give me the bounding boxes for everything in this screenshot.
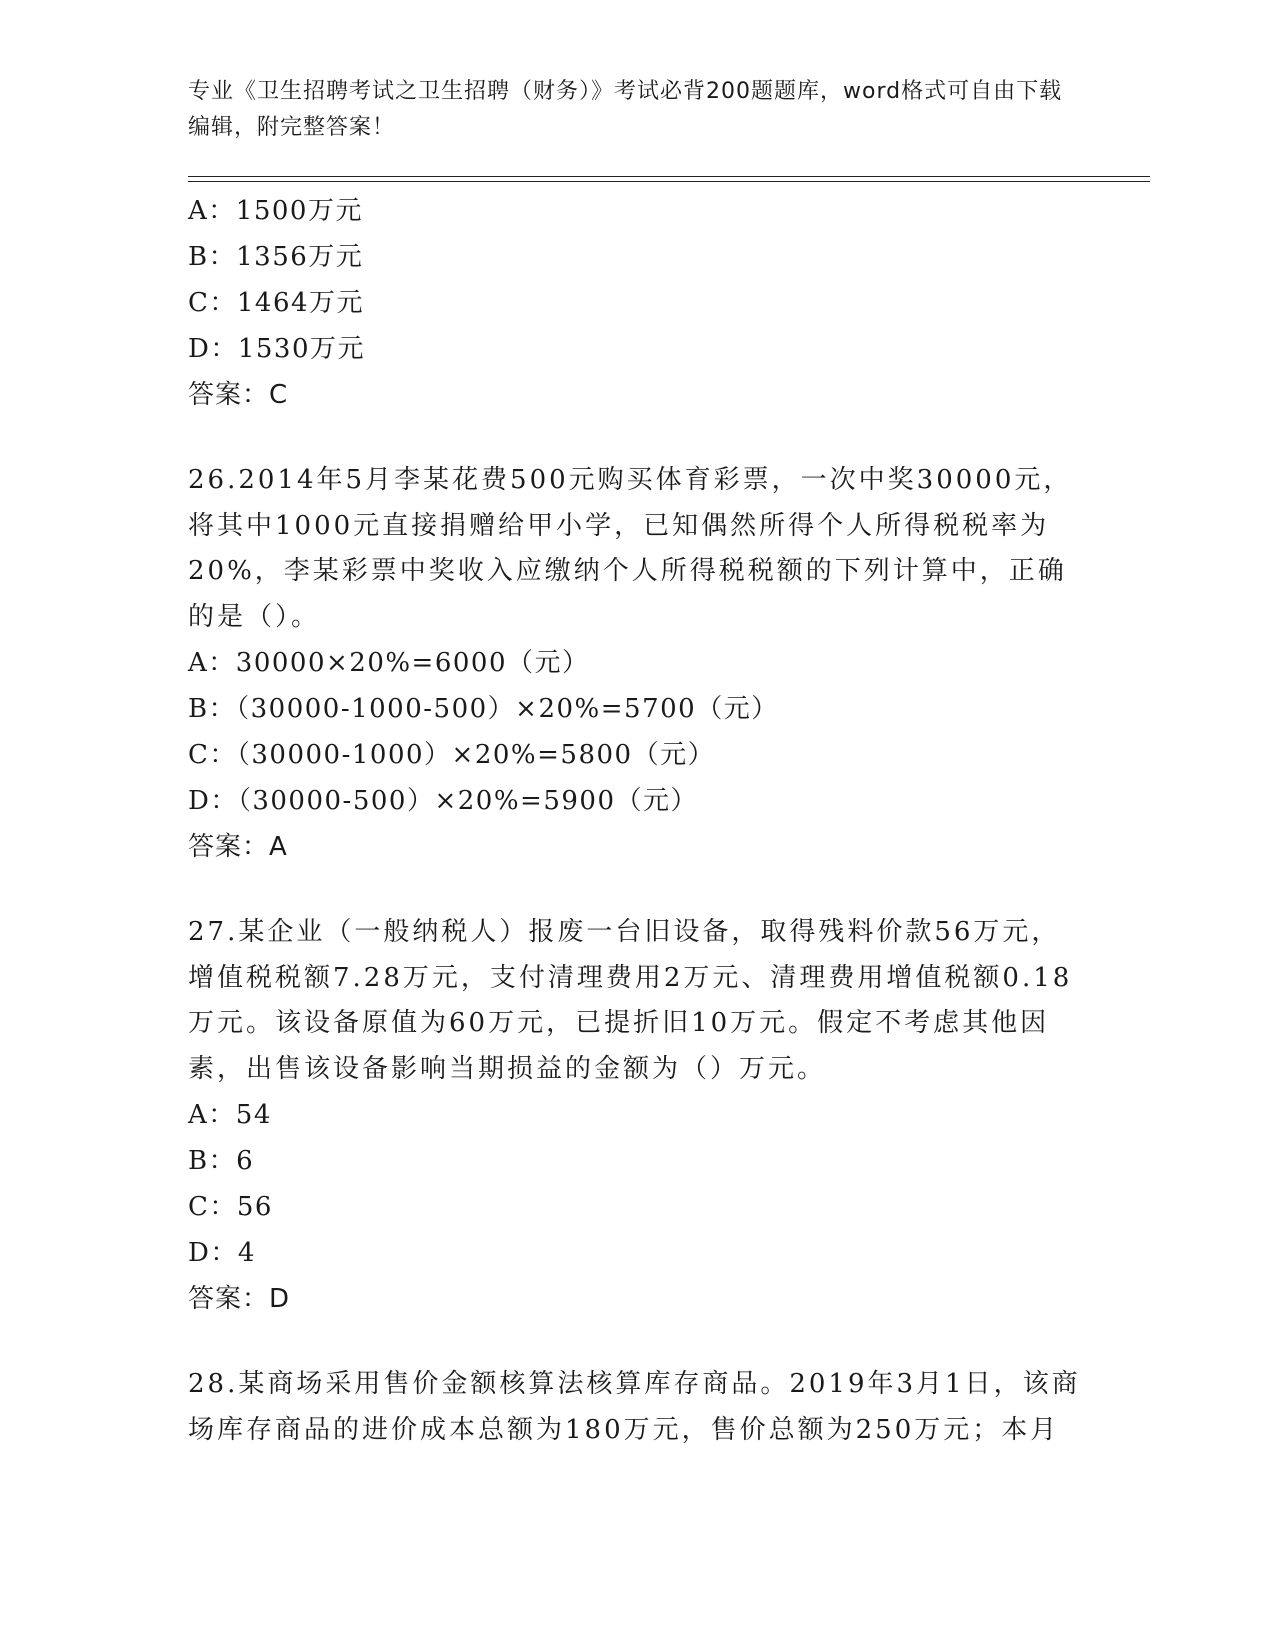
question-25 xyxy=(188,188,1088,418)
option-c: C：56 xyxy=(188,1192,273,1222)
option-d: D：（30000-500）×20%=5900（元） xyxy=(188,786,698,816)
option-a: A：54 xyxy=(188,1100,272,1130)
question-26 xyxy=(188,458,1088,870)
option-c: C：1464万元 xyxy=(188,288,365,318)
option-d: D：1530万元 xyxy=(188,334,366,364)
answer: 答案：C xyxy=(188,380,289,410)
question-stem: 28.某商场采用售价金额核算法核算库存商品。2019年3月1日，该商场库存商品的进价成本总额为180万元，售价总额为250万元；本月 xyxy=(188,1369,1081,1445)
question-stem: 26.2014年5月李某花费500元购买体育彩票，一次中奖30000元，将其中1000元直接捐赠给甲小学，已知偶然所得个人所得税税率为20%，李某彩票中奖收入应缴纳个人所得税税额的下列计算中，正确的是（）。 xyxy=(188,465,1073,632)
option-a: A：30000×20%=6000（元） xyxy=(188,648,590,678)
option-b: B：1356万元 xyxy=(188,242,364,272)
option-b: B：（30000-1000-500）×20%=5700（元） xyxy=(188,694,779,724)
header-divider-top xyxy=(188,176,1150,177)
question-27 xyxy=(188,910,1088,1322)
option-b: B：6 xyxy=(188,1146,255,1176)
question-content xyxy=(188,188,1088,1453)
header-divider-bottom xyxy=(188,181,1150,182)
spacer xyxy=(188,418,1088,458)
option-c: C：（30000-1000）×20%=5800（元） xyxy=(188,740,716,770)
spacer xyxy=(188,1322,1088,1362)
spacer xyxy=(188,870,1088,910)
question-stem: 27.某企业（一般纳税人）报废一台旧设备，取得残料价款56万元，增值税税额7.28万元，支付清理费用2万元、清理费用增值税额0.18万元。该设备原值为60万元，已提折旧10万元。假定不考虑其他因素，出售该设备影响当期损益的金额为（）万元。 xyxy=(188,917,1073,1084)
answer: 答案：D xyxy=(188,1284,291,1314)
option-a: A：1500万元 xyxy=(188,196,363,226)
option-d: D：4 xyxy=(188,1238,256,1268)
answer: 答案：A xyxy=(188,832,288,862)
question-28 xyxy=(188,1362,1088,1453)
page-header: 专业《卫生招聘考试之卫生招聘（财务）》考试必背200题题库，word格式可自由下载编辑，附完整答案！ xyxy=(188,79,1063,140)
